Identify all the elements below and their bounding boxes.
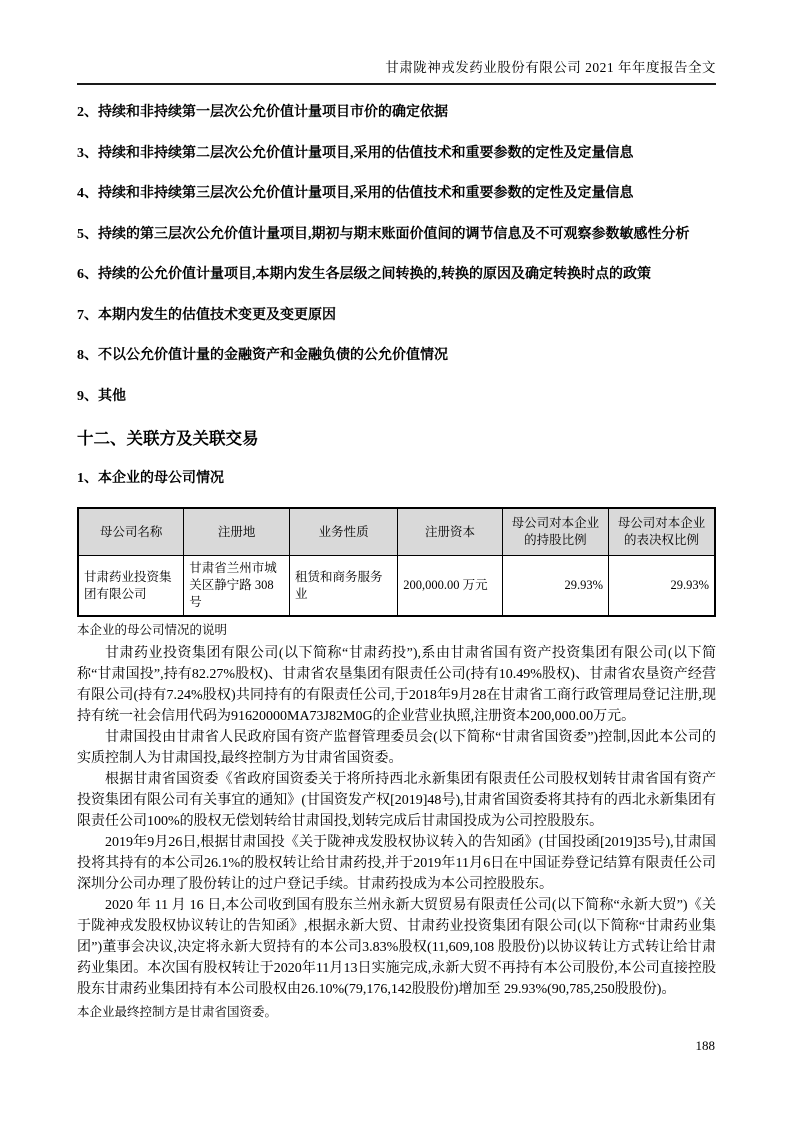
- cell-parent-name: 甘肃药业投资集团有限公司: [78, 556, 184, 617]
- column-header-voting-ratio: 母公司对本企业的表决权比例: [609, 508, 715, 556]
- table-note-label: 本企业的母公司情况的说明: [77, 623, 228, 637]
- outline-item-3: 3、持续和非持续第二层次公允价值计量项目,采用的估值技术和重要参数的定性及定量信息: [77, 145, 634, 161]
- outline-item-7: 7、本期内发生的估值技术变更及变更原因: [77, 307, 336, 323]
- outline-item-8: 8、不以公允价值计量的金融资产和金融负债的公允价值情况: [77, 348, 448, 363]
- table-header-row: [78, 508, 715, 556]
- subsection-heading-parent-company: 1、本企业的母公司情况: [77, 471, 224, 486]
- outline-item-9: 9、其他: [77, 388, 126, 404]
- cell-voting-ratio: 29.93%: [609, 556, 715, 617]
- cell-business-nature: 租赁和商务服务业: [289, 556, 397, 617]
- report-title: 甘肃陇神戎发药业股份有限公司 2021 年年度报告全文: [385, 60, 716, 75]
- page-header: [77, 56, 716, 85]
- outline-item-4: 4、持续和非持续第三层次公允价值计量项目,采用的估值技术和重要参数的定性及定量信息: [77, 186, 634, 201]
- paragraph-parent-company-intro: 甘肃药业投资集团有限公司(以下简称“甘肃药投”),系由甘肃省国有资产投资集团有限公司(以下简称“甘肃国投”,持有82.27%股权)、甘肃省农垦集团有限责任公司(持有10.49%股权)、甘肃省农垦资产经营有限公司(持有7.24%股权)共同持有的有限责任公司,于2018年9月28在甘肃省工商行政管理局登记注册,现持有统一社会信用代码为91620000MA73J82M0G的企业营业执照,注册资本200,000.00万元。: [77, 646, 716, 724]
- column-header-registered-place: 注册地: [184, 508, 290, 556]
- cell-shareholding-ratio: 29.93%: [502, 556, 608, 617]
- outline-item-6: 6、持续的公允价值计量项目,本期内发生各层级之间转换的,转换的原因及确定转换时点的政策: [77, 267, 651, 282]
- table-row: [78, 556, 715, 617]
- final-controller-note: 本企业最终控制方是甘肃省国资委。: [77, 1005, 278, 1019]
- page-number: 188: [695, 1038, 715, 1053]
- paragraph-equity-transfer-2019-notice: 根据甘肃省国资委《省政府国资委关于将所持西北永新集团有限责任公司股权划转甘肃省国有资产投资集团有限公司有关事宜的通知》(甘国资发产权[2019]48号),甘肃省国资委将其持有的西北永新集团有限责任公司100%的股权无偿划转给甘肃国投,划转完成后甘肃国投成为公司控股股东。: [77, 772, 716, 829]
- cell-registered-capital: 200,000.00 万元: [398, 556, 502, 617]
- paragraph-equity-transfer-2020: 2020 年 11 月 16 日,本公司收到国有股东兰州永新大贸贸易有限责任公司(以下简称“永新大贸”)《关于陇神戎发股权协议转让的告知函》,根据永新大贸、甘肃药业投资集团有限公司(以下简称“甘肃药业集团”)董事会决议,决定将永新大贸持有的本公司3.83%股权(11,609,108 股股份)以协议转让方式转让给甘肃药业集团。本次国有股权转让于2020年11月13日实施完成,永新大贸不再持有本公司股份,本公司直接控股股东甘肃药业集团持有本公司股权由26.10%(79,176,142股股份)增加至 29.93%(90,785,250股股份)。: [77, 898, 716, 997]
- column-header-parent-name: 母公司名称: [78, 508, 184, 556]
- outline-item-5: 5、持续的第三层次公允价值计量项目,期初与期末账面价值间的调节信息及不可观察参数敏感性分析: [77, 226, 690, 242]
- paragraph-equity-transfer-2019: 2019年9月26日,根据甘肃国投《关于陇神戎发股权协议转入的告知函》(甘国投函[2019]35号),甘肃国投将其持有的本公司26.1%的股权转让给甘肃药投,并于2019年11月6日在中国证券登记结算有限责任公司深圳分公司办理了股份转让的过户登记手续。甘肃药投成为本公司控股股东。: [77, 835, 716, 892]
- paragraph-actual-controller: 甘肃国投由甘肃省人民政府国有资产监督管理委员会(以下简称“甘肃省国资委”)控制,因此本公司的实质控制人为甘肃国投,最终控制方为甘肃省国资委。: [77, 730, 716, 766]
- page-content: [77, 82, 716, 1021]
- parent-company-table: [77, 507, 716, 617]
- column-header-shareholding-ratio: 母公司对本企业的持股比例: [502, 508, 608, 556]
- section-heading-related-parties: 十二、关联方及关联交易: [77, 429, 259, 448]
- outline-item-2: 2、持续和非持续第一层次公允价值计量项目市价的确定依据: [77, 105, 448, 120]
- cell-registered-place: 甘肃省兰州市城关区静宁路 308 号: [184, 556, 290, 617]
- column-header-business-nature: 业务性质: [289, 508, 397, 556]
- column-header-registered-capital: 注册资本: [398, 508, 502, 556]
